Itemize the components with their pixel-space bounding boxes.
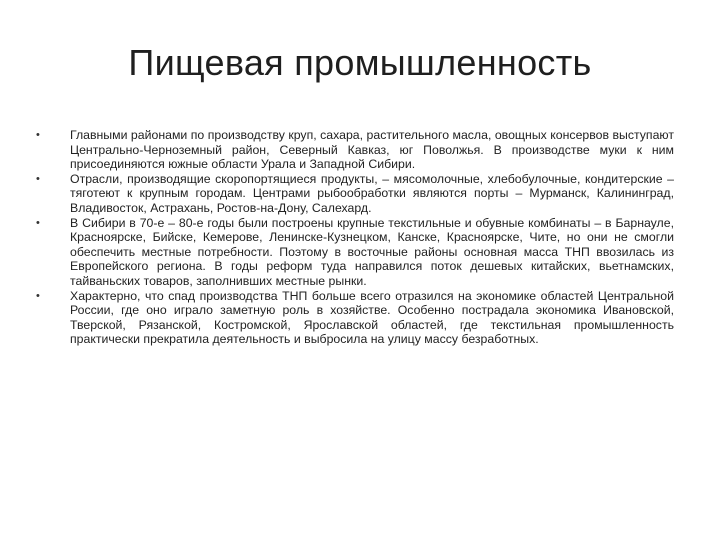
bullet-list [36, 128, 674, 347]
bullet-item-perishables [36, 172, 674, 216]
bullet-item-central-russia-decline [36, 289, 674, 347]
bullet-marker: • [36, 289, 40, 302]
bullet-marker: • [36, 216, 40, 229]
bullet-text: Характерно, что спад производства ТНП больше всего отразился на экономике областей Центральной России, где оно играло заметную роль в хозяйстве. Особенно пострадала экономика Ивановской, Тверской, Рязанской, Костромской, Ярославской областей, где текстильная промышленность практически прекратила деятельность и выбросила на улицу массу безработных. [70, 288, 674, 347]
bullet-item-siberia-textiles [36, 216, 674, 289]
bullet-item-grain-sugar-oil [36, 128, 674, 172]
slide-title: Пищевая промышленность [128, 42, 592, 83]
bullet-text: Отрасли, производящие скоропортящиеся продукты, – мясомолочные, хлебобулочные, кондитерские – тяготеют к крупным городам. Центрами рыбообработки являются порты – Мурманск, Калининград, Владивосток, Астрахань, Ростов-на-Дону, Салехард. [70, 171, 674, 215]
bullet-text: В Сибири в 70-е – 80-е годы были построены крупные текстильные и обувные комбинаты – в Барнауле, Красноярске, Бийске, Кемерове, Ленинске-Кузнецком, Канске, Красноярске, Чите, но они не смогли обеспечить местные потребности. Поэтому в восточные районы основная масса ТНП ввозилась из Европейского региона. В годы реформ туда направился поток дешевых китайских, вьетнамских, тайваньских товаров, заполнивших местные рынки. [70, 215, 674, 288]
bullet-marker: • [36, 172, 40, 185]
bullet-marker: • [36, 129, 40, 141]
bullet-text: Главными районами по производству круп, сахара, растительного масла, овощных консервов выступают Центрально-Черноземный район, Северный Кавказ, юг Поволжья. В производстве муки к ним присоединяются южные области Урала и Западной Сибири. [70, 128, 674, 172]
